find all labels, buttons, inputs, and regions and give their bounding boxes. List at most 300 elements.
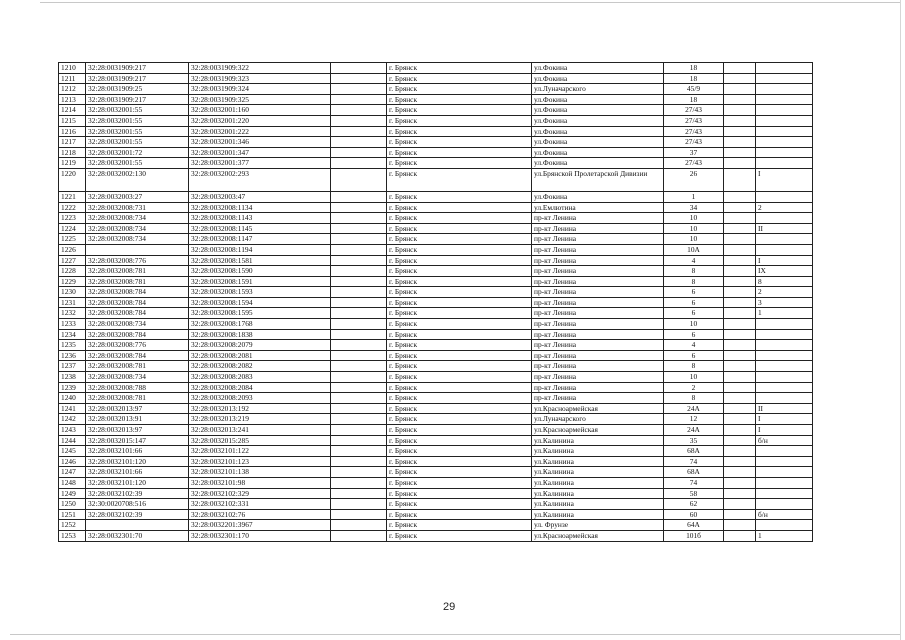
table-row (59, 403, 813, 414)
row-number-cell: 1253 (59, 530, 86, 541)
empty-cell (331, 94, 387, 105)
old-cadastral-cell: 32:28:0032013:97 (86, 403, 189, 414)
apartment-cell: 1 (756, 308, 813, 319)
registry-table (58, 62, 813, 542)
house-cell: 6 (664, 308, 724, 319)
cadastral-number-cell: 32:28:0032002:293 (189, 168, 331, 191)
empty-cell (331, 509, 387, 520)
cadastral-number-cell: 32:28:0032101:138 (189, 467, 331, 478)
table-row (59, 137, 813, 148)
house-cell: 45/9 (664, 84, 724, 95)
street-cell: ул.Фокина (532, 73, 664, 84)
empty-cell (331, 115, 387, 126)
row-number-cell: 1229 (59, 276, 86, 287)
row-number-cell: 1219 (59, 158, 86, 169)
table-body (59, 63, 813, 542)
house-cell: 10 (664, 213, 724, 224)
old-cadastral-cell: 32:28:0031909:217 (86, 94, 189, 105)
cadastral-number-cell: 32:28:0032001:346 (189, 137, 331, 148)
city-cell: г. Брянск (387, 319, 532, 330)
cadastral-number-cell: 32:28:0032013:241 (189, 425, 331, 436)
cadastral-number-cell: 32:28:0032008:2093 (189, 393, 331, 404)
city-cell: г. Брянск (387, 126, 532, 137)
empty-cell (331, 393, 387, 404)
table-row (59, 499, 813, 510)
apartment-cell (756, 234, 813, 245)
cadastral-number-cell: 32:28:0032008:1581 (189, 255, 331, 266)
cadastral-number-cell: 32:28:0032008:1768 (189, 319, 331, 330)
page-number: 29 (443, 601, 456, 613)
street-cell: пр-кт Ленина (532, 393, 664, 404)
empty-cell (331, 329, 387, 340)
street-cell: пр-кт Ленина (532, 276, 664, 287)
row-number-cell: 1214 (59, 105, 86, 116)
cadastral-number-cell: 32:28:0032001:347 (189, 147, 331, 158)
apartment-cell (756, 361, 813, 372)
old-cadastral-cell: 32:28:0032001:55 (86, 158, 189, 169)
street-cell: ул.Фокина (532, 158, 664, 169)
table-row (59, 115, 813, 126)
city-cell: г. Брянск (387, 158, 532, 169)
house-cell: 6 (664, 350, 724, 361)
apartment-cell: I (756, 168, 813, 191)
street-cell: ул.Калинина (532, 456, 664, 467)
table-row (59, 425, 813, 436)
empty-cell (331, 297, 387, 308)
empty-cell-2 (724, 158, 756, 169)
street-cell: пр-кт Ленина (532, 234, 664, 245)
table-row (59, 63, 813, 74)
table-row (59, 456, 813, 467)
cadastral-number-cell: 32:28:0032008:1593 (189, 287, 331, 298)
apartment-cell: I (756, 414, 813, 425)
table-row (59, 393, 813, 404)
row-number-cell: 1241 (59, 403, 86, 414)
table-row (59, 158, 813, 169)
row-number-cell: 1235 (59, 340, 86, 351)
empty-cell (331, 266, 387, 277)
apartment-cell (756, 158, 813, 169)
house-cell: 10 (664, 234, 724, 245)
empty-cell-2 (724, 446, 756, 457)
table-row (59, 329, 813, 340)
old-cadastral-cell: 32:28:0032101:66 (86, 446, 189, 457)
empty-cell (331, 308, 387, 319)
table-row (59, 297, 813, 308)
table-row (59, 202, 813, 213)
street-cell: пр-кт Ленина (532, 340, 664, 351)
apartment-cell: II (756, 403, 813, 414)
table-row (59, 319, 813, 330)
empty-cell-2 (724, 435, 756, 446)
house-cell: 27/43 (664, 105, 724, 116)
row-number-cell: 1215 (59, 115, 86, 126)
old-cadastral-cell: 32:28:0032008:776 (86, 255, 189, 266)
empty-cell (331, 530, 387, 541)
street-cell: ул.Калинина (532, 435, 664, 446)
cadastral-number-cell: 32:28:0032008:2079 (189, 340, 331, 351)
row-number-cell: 1246 (59, 456, 86, 467)
apartment-cell: б/н (756, 435, 813, 446)
old-cadastral-cell: 32:28:0032101:120 (86, 477, 189, 488)
street-cell: ул.Калинина (532, 477, 664, 488)
apartment-cell (756, 137, 813, 148)
cadastral-number-cell: 32:28:0031909:324 (189, 84, 331, 95)
house-cell: 4 (664, 255, 724, 266)
row-number-cell: 1218 (59, 147, 86, 158)
cadastral-number-cell: 32:28:0032008:1143 (189, 213, 331, 224)
row-number-cell: 1221 (59, 191, 86, 202)
cadastral-number-cell: 32:28:0032008:2083 (189, 372, 331, 383)
table-row (59, 414, 813, 425)
apartment-cell (756, 340, 813, 351)
empty-cell-2 (724, 329, 756, 340)
apartment-cell (756, 126, 813, 137)
empty-cell (331, 499, 387, 510)
apartment-cell (756, 94, 813, 105)
cadastral-number-cell: 32:28:0032008:1147 (189, 234, 331, 245)
cadastral-number-cell: 32:28:0032001:160 (189, 105, 331, 116)
city-cell: г. Брянск (387, 202, 532, 213)
city-cell: г. Брянск (387, 425, 532, 436)
city-cell: г. Брянск (387, 255, 532, 266)
apartment-cell (756, 382, 813, 393)
apartment-cell (756, 244, 813, 255)
apartment-cell: 3 (756, 297, 813, 308)
house-cell: 10 (664, 223, 724, 234)
top-border-line (40, 2, 900, 3)
old-cadastral-cell: 32:28:0032008:776 (86, 340, 189, 351)
street-cell: ул.Калинина (532, 509, 664, 520)
old-cadastral-cell: 32:28:0032008:784 (86, 297, 189, 308)
old-cadastral-cell (86, 244, 189, 255)
old-cadastral-cell: 32:28:0032101:66 (86, 467, 189, 478)
old-cadastral-cell (86, 520, 189, 531)
empty-cell-2 (724, 319, 756, 330)
apartment-cell (756, 63, 813, 74)
row-number-cell: 1228 (59, 266, 86, 277)
row-number-cell: 1222 (59, 202, 86, 213)
city-cell: г. Брянск (387, 350, 532, 361)
apartment-cell (756, 329, 813, 340)
empty-cell-2 (724, 213, 756, 224)
city-cell: г. Брянск (387, 530, 532, 541)
street-cell: пр-кт Ленина (532, 255, 664, 266)
house-cell: 10А (664, 244, 724, 255)
empty-cell-2 (724, 530, 756, 541)
city-cell: г. Брянск (387, 329, 532, 340)
empty-cell-2 (724, 191, 756, 202)
cadastral-number-cell: 32:28:0032013:192 (189, 403, 331, 414)
empty-cell-2 (724, 350, 756, 361)
house-cell: 74 (664, 477, 724, 488)
empty-cell-2 (724, 308, 756, 319)
street-cell: ул.Красноармейская (532, 403, 664, 414)
empty-cell (331, 446, 387, 457)
table-row (59, 372, 813, 383)
empty-cell (331, 168, 387, 191)
house-cell: 18 (664, 63, 724, 74)
apartment-cell (756, 393, 813, 404)
empty-cell-2 (724, 223, 756, 234)
row-number-cell: 1247 (59, 467, 86, 478)
empty-cell-2 (724, 425, 756, 436)
city-cell: г. Брянск (387, 234, 532, 245)
table-row (59, 350, 813, 361)
table-row (59, 213, 813, 224)
house-cell: 6 (664, 297, 724, 308)
city-cell: г. Брянск (387, 63, 532, 74)
city-cell: г. Брянск (387, 276, 532, 287)
house-cell: 68А (664, 467, 724, 478)
house-cell: 27/43 (664, 158, 724, 169)
city-cell: г. Брянск (387, 477, 532, 488)
row-number-cell: 1236 (59, 350, 86, 361)
row-number-cell: 1210 (59, 63, 86, 74)
empty-cell-2 (724, 520, 756, 531)
table-row (59, 276, 813, 287)
row-number-cell: 1232 (59, 308, 86, 319)
house-cell: 24А (664, 403, 724, 414)
cadastral-number-cell: 32:28:0032008:2081 (189, 350, 331, 361)
old-cadastral-cell: 32:28:0032013:91 (86, 414, 189, 425)
old-cadastral-cell: 32:28:0032101:120 (86, 456, 189, 467)
house-cell: 8 (664, 393, 724, 404)
cadastral-number-cell: 32:28:0032101:123 (189, 456, 331, 467)
old-cadastral-cell: 32:28:0032003:27 (86, 191, 189, 202)
street-cell: ул.Брянской Пролетарской Дивизии (532, 168, 664, 191)
apartment-cell (756, 477, 813, 488)
empty-cell (331, 158, 387, 169)
empty-cell-2 (724, 255, 756, 266)
table-row (59, 84, 813, 95)
table-row (59, 244, 813, 255)
empty-cell-2 (724, 202, 756, 213)
old-cadastral-cell: 32:28:0032102:39 (86, 509, 189, 520)
empty-cell (331, 234, 387, 245)
street-cell: ул.Калинина (532, 446, 664, 457)
empty-cell-2 (724, 137, 756, 148)
cadastral-number-cell: 32:28:0032003:47 (189, 191, 331, 202)
empty-cell-2 (724, 73, 756, 84)
row-number-cell: 1240 (59, 393, 86, 404)
old-cadastral-cell: 32:28:0032008:781 (86, 266, 189, 277)
street-cell: ул. Фрунзе (532, 520, 664, 531)
empty-cell (331, 340, 387, 351)
cadastral-number-cell: 32:28:0032008:1838 (189, 329, 331, 340)
registry-table-container (58, 62, 813, 542)
old-cadastral-cell: 32:28:0032001:55 (86, 105, 189, 116)
house-cell: 62 (664, 499, 724, 510)
street-cell: пр-кт Ленина (532, 319, 664, 330)
house-cell: 68А (664, 446, 724, 457)
old-cadastral-cell: 32:28:0031909:217 (86, 73, 189, 84)
cadastral-number-cell: 32:28:0031909:323 (189, 73, 331, 84)
old-cadastral-cell: 32:28:0032008:731 (86, 202, 189, 213)
empty-cell (331, 287, 387, 298)
empty-cell (331, 244, 387, 255)
apartment-cell: 2 (756, 202, 813, 213)
apartment-cell (756, 350, 813, 361)
city-cell: г. Брянск (387, 509, 532, 520)
table-row (59, 477, 813, 488)
old-cadastral-cell: 32:28:0032008:784 (86, 350, 189, 361)
city-cell: г. Брянск (387, 84, 532, 95)
table-row (59, 73, 813, 84)
right-border-line (900, 0, 901, 640)
street-cell: ул.Фокина (532, 115, 664, 126)
city-cell: г. Брянск (387, 266, 532, 277)
apartment-cell (756, 213, 813, 224)
house-cell: 18 (664, 94, 724, 105)
apartment-cell (756, 105, 813, 116)
empty-cell-2 (724, 276, 756, 287)
cadastral-number-cell: 32:28:0032008:1145 (189, 223, 331, 234)
old-cadastral-cell: 32:28:0032008:781 (86, 361, 189, 372)
row-number-cell: 1248 (59, 477, 86, 488)
apartment-cell (756, 73, 813, 84)
old-cadastral-cell: 32:28:0032008:784 (86, 287, 189, 298)
house-cell: 37 (664, 147, 724, 158)
empty-cell (331, 414, 387, 425)
row-number-cell: 1217 (59, 137, 86, 148)
cadastral-number-cell: 32:28:0032101:98 (189, 477, 331, 488)
city-cell: г. Брянск (387, 308, 532, 319)
apartment-cell (756, 84, 813, 95)
table-row (59, 520, 813, 531)
row-number-cell: 1244 (59, 435, 86, 446)
empty-cell (331, 84, 387, 95)
row-number-cell: 1225 (59, 234, 86, 245)
house-cell: 6 (664, 329, 724, 340)
street-cell: пр-кт Ленина (532, 266, 664, 277)
house-cell: 74 (664, 456, 724, 467)
street-cell: ул.Калинина (532, 488, 664, 499)
empty-cell (331, 467, 387, 478)
city-cell: г. Брянск (387, 361, 532, 372)
cadastral-number-cell: 32:28:0032101:122 (189, 446, 331, 457)
empty-cell-2 (724, 372, 756, 383)
house-cell: 18 (664, 73, 724, 84)
apartment-cell (756, 446, 813, 457)
city-cell: г. Брянск (387, 403, 532, 414)
cadastral-number-cell: 32:28:0032008:1594 (189, 297, 331, 308)
empty-cell-2 (724, 105, 756, 116)
empty-cell (331, 350, 387, 361)
cadastral-number-cell: 32:28:0032013:219 (189, 414, 331, 425)
house-cell: 58 (664, 488, 724, 499)
cadastral-number-cell: 32:28:0032008:1595 (189, 308, 331, 319)
cadastral-number-cell: 32:28:0032008:2084 (189, 382, 331, 393)
city-cell: г. Брянск (387, 73, 532, 84)
street-cell: ул.Красноармейская (532, 425, 664, 436)
table-row (59, 308, 813, 319)
street-cell: пр-кт Ленина (532, 350, 664, 361)
row-number-cell: 1239 (59, 382, 86, 393)
street-cell: ул.Фокина (532, 191, 664, 202)
street-cell: ул.Калинина (532, 499, 664, 510)
empty-cell (331, 382, 387, 393)
empty-cell-2 (724, 147, 756, 158)
city-cell: г. Брянск (387, 499, 532, 510)
city-cell: г. Брянск (387, 340, 532, 351)
cadastral-number-cell: 32:28:0031909:322 (189, 63, 331, 74)
empty-cell (331, 147, 387, 158)
empty-cell-2 (724, 393, 756, 404)
house-cell: 2 (664, 382, 724, 393)
table-row (59, 223, 813, 234)
apartment-cell (756, 488, 813, 499)
old-cadastral-cell: 32:28:0032008:734 (86, 319, 189, 330)
empty-cell-2 (724, 244, 756, 255)
old-cadastral-cell: 32:28:0032008:784 (86, 308, 189, 319)
street-cell: ул.Фокина (532, 147, 664, 158)
house-cell: 8 (664, 361, 724, 372)
cadastral-number-cell: 32:28:0032102:331 (189, 499, 331, 510)
street-cell: ул.Фокина (532, 105, 664, 116)
apartment-cell (756, 319, 813, 330)
old-cadastral-cell: 32:28:0031909:25 (86, 84, 189, 95)
street-cell: ул.Красноармейская (532, 530, 664, 541)
table-row (59, 191, 813, 202)
row-number-cell: 1227 (59, 255, 86, 266)
street-cell: ул.Калинина (532, 467, 664, 478)
old-cadastral-cell: 32:28:0032015:147 (86, 435, 189, 446)
city-cell: г. Брянск (387, 213, 532, 224)
apartment-cell (756, 456, 813, 467)
empty-cell (331, 319, 387, 330)
table-row (59, 467, 813, 478)
empty-cell-2 (724, 287, 756, 298)
empty-cell (331, 191, 387, 202)
city-cell: г. Брянск (387, 382, 532, 393)
old-cadastral-cell: 32:28:0032001:55 (86, 115, 189, 126)
street-cell: ул.Луначарского (532, 414, 664, 425)
city-cell: г. Брянск (387, 446, 532, 457)
empty-cell-2 (724, 168, 756, 191)
row-number-cell: 1237 (59, 361, 86, 372)
house-cell: 8 (664, 266, 724, 277)
old-cadastral-cell: 32:28:0032013:97 (86, 425, 189, 436)
house-cell: 27/43 (664, 126, 724, 137)
empty-cell (331, 403, 387, 414)
house-cell: 10 (664, 372, 724, 383)
table-row (59, 530, 813, 541)
cadastral-number-cell: 32:28:0032008:2082 (189, 361, 331, 372)
street-cell: ул.Фокина (532, 137, 664, 148)
house-cell: 34 (664, 202, 724, 213)
city-cell: г. Брянск (387, 115, 532, 126)
apartment-cell: I (756, 425, 813, 436)
empty-cell (331, 435, 387, 446)
apartment-cell (756, 499, 813, 510)
street-cell: ул.Фокина (532, 63, 664, 74)
city-cell: г. Брянск (387, 105, 532, 116)
row-number-cell: 1213 (59, 94, 86, 105)
empty-cell (331, 520, 387, 531)
row-number-cell: 1233 (59, 319, 86, 330)
empty-cell-2 (724, 115, 756, 126)
table-row (59, 255, 813, 266)
city-cell: г. Брянск (387, 287, 532, 298)
empty-cell (331, 477, 387, 488)
old-cadastral-cell: 32:30:0020708:516 (86, 499, 189, 510)
street-cell: пр-кт Ленина (532, 297, 664, 308)
row-number-cell: 1216 (59, 126, 86, 137)
city-cell: г. Брянск (387, 94, 532, 105)
street-cell: пр-кт Ленина (532, 213, 664, 224)
row-number-cell: 1212 (59, 84, 86, 95)
